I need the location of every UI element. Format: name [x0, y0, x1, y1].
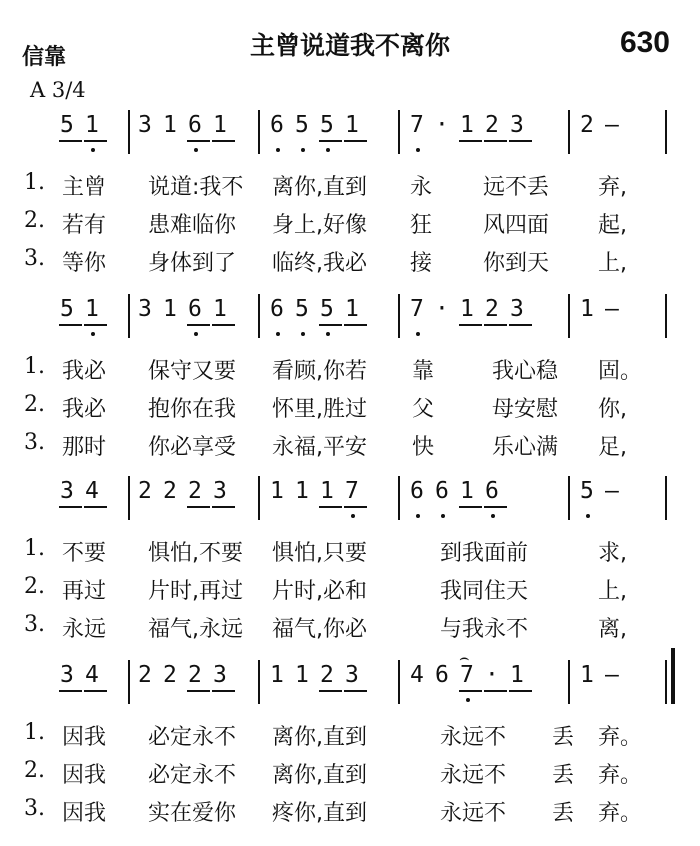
- note: 3: [138, 296, 152, 322]
- beam-underline: [187, 324, 210, 326]
- beam-underline: [59, 140, 82, 142]
- verse-number: 2.: [24, 392, 45, 417]
- note: 2: [138, 478, 152, 504]
- lyric-segment: 抱你在我: [148, 397, 237, 422]
- beam-underline: [59, 506, 82, 508]
- low-octave-dot: [301, 148, 305, 152]
- lyric-line-verse-3: [0, 796, 700, 836]
- beam-underline: [212, 690, 235, 692]
- lyric-line-verse-3: [0, 246, 700, 286]
- lyric-segment: 看顾,你若: [272, 359, 367, 384]
- beam-underline: [344, 324, 367, 326]
- note-row: [0, 478, 700, 530]
- note: 1: [320, 478, 334, 504]
- lyric-segment: 临终,我必: [272, 251, 367, 276]
- barline: [128, 294, 130, 338]
- verse-number: 2.: [24, 208, 45, 233]
- fermata-icon: ⌢: [459, 648, 470, 667]
- note: 2: [580, 112, 594, 138]
- barline: [258, 110, 260, 154]
- lyric-segment: 求,: [598, 541, 627, 566]
- barline: [398, 660, 400, 704]
- note: 3: [213, 662, 227, 688]
- note: 2: [163, 662, 177, 688]
- beam-underline: [187, 140, 210, 142]
- note-row: [0, 112, 700, 164]
- note: 4: [85, 662, 99, 688]
- note: 5: [295, 112, 309, 138]
- lyric-segment: 患难临你: [148, 213, 237, 238]
- lyric-line-verse-2: [0, 574, 700, 614]
- note: 3: [510, 296, 524, 322]
- lyric-segment: 丢: [552, 763, 575, 788]
- note: 5: [580, 478, 594, 504]
- note: 2: [163, 478, 177, 504]
- lyric-line-verse-3: [0, 612, 700, 652]
- barline: [665, 110, 667, 154]
- lyric-segment: 因我: [62, 763, 107, 788]
- lyric-segment: 保守又要: [148, 359, 237, 384]
- lyric-segment: 身体到了: [148, 251, 237, 276]
- barline: [398, 110, 400, 154]
- lyric-segment: 我必: [62, 359, 107, 384]
- barline: [398, 294, 400, 338]
- lyric-segment: 因我: [62, 801, 107, 826]
- lyric-segment: 主曾: [62, 175, 107, 200]
- note: 1: [85, 296, 99, 322]
- lyric-segment: 你到天: [483, 251, 550, 276]
- note: 1: [270, 662, 284, 688]
- note: 1: [460, 112, 474, 138]
- lyric-line-verse-2: [0, 758, 700, 798]
- beam-underline: [59, 690, 82, 692]
- note: 1: [213, 112, 227, 138]
- lyric-segment: 快: [412, 435, 435, 460]
- note: 1: [345, 112, 359, 138]
- lyric-segment: 实在爱你: [148, 801, 237, 826]
- barline: [128, 110, 130, 154]
- dot-note: ·: [435, 112, 449, 138]
- lyric-segment: 足,: [598, 435, 627, 460]
- note-row: [0, 296, 700, 348]
- dot-note: ·: [435, 296, 449, 322]
- note: 4: [85, 478, 99, 504]
- barline: [568, 294, 570, 338]
- low-octave-dot: [351, 514, 355, 518]
- barline: [128, 476, 130, 520]
- barline: [398, 476, 400, 520]
- lyric-segment: 丢: [552, 725, 575, 750]
- lyric-segment: 弃。: [598, 725, 643, 750]
- low-octave-dot: [416, 332, 420, 336]
- beam-underline: [459, 140, 482, 142]
- lyric-line-verse-2: [0, 392, 700, 432]
- dot-note: ·: [485, 662, 499, 688]
- note: 6: [410, 478, 424, 504]
- lyric-segment: 接: [410, 251, 433, 276]
- lyric-segment: 不要: [62, 541, 107, 566]
- lyric-segment: 永: [410, 175, 433, 200]
- beam-underline: [459, 506, 482, 508]
- note: 2: [138, 662, 152, 688]
- note: 1: [345, 296, 359, 322]
- beam-underline: [509, 690, 532, 692]
- lyric-segment: 永福,平安: [272, 435, 367, 460]
- beam-underline: [459, 690, 482, 692]
- low-octave-dot: [276, 332, 280, 336]
- note: 1: [460, 478, 474, 504]
- beam-underline: [319, 140, 342, 142]
- lyric-segment: 你必享受: [148, 435, 237, 460]
- verse-number: 3.: [24, 246, 45, 271]
- lyric-segment: 说道:我不: [148, 175, 244, 200]
- note: 5: [60, 112, 74, 138]
- note: 7: [410, 112, 424, 138]
- note: 2: [485, 296, 499, 322]
- verse-number: 3.: [24, 430, 45, 455]
- beam-underline: [484, 140, 507, 142]
- low-octave-dot: [301, 332, 305, 336]
- note: 5: [60, 296, 74, 322]
- note: 2: [188, 662, 202, 688]
- lyric-segment: 风四面: [483, 213, 550, 238]
- low-octave-dot: [194, 332, 198, 336]
- lyric-segment: 上,: [598, 251, 627, 276]
- final-barline: [671, 648, 675, 704]
- barline: [665, 294, 667, 338]
- key-time-signature: A 3/4: [30, 78, 86, 102]
- dash-note: —: [605, 296, 619, 322]
- hymn-number: 630: [619, 26, 670, 59]
- barline: [665, 476, 667, 520]
- verse-number: 1.: [24, 536, 45, 561]
- beam-underline: [59, 324, 82, 326]
- lyric-segment: 弃。: [598, 763, 643, 788]
- dash-note: —: [605, 112, 619, 138]
- lyric-segment: 必定永不: [148, 763, 237, 788]
- lyric-segment: 因我: [62, 725, 107, 750]
- category-label: 信靠: [22, 45, 67, 70]
- low-octave-dot: [194, 148, 198, 152]
- beam-underline: [187, 690, 210, 692]
- note: 6: [435, 662, 449, 688]
- note: 5: [320, 296, 334, 322]
- lyric-segment: 丢: [552, 801, 575, 826]
- verse-number: 3.: [24, 796, 45, 821]
- note: 3: [213, 478, 227, 504]
- low-octave-dot: [466, 698, 470, 702]
- beam-underline: [484, 324, 507, 326]
- lyric-line-verse-1: [0, 170, 700, 210]
- low-octave-dot: [491, 514, 495, 518]
- lyric-segment: 永远不: [440, 763, 507, 788]
- verse-number: 1.: [24, 354, 45, 379]
- barline: [665, 660, 667, 704]
- lyric-segment: 到我面前: [440, 541, 529, 566]
- note: 2: [320, 662, 334, 688]
- lyric-segment: 惧怕,只要: [272, 541, 367, 566]
- beam-underline: [84, 140, 107, 142]
- beam-underline: [212, 324, 235, 326]
- note: 7: [410, 296, 424, 322]
- lyric-segment: 离,: [598, 617, 627, 642]
- note: 3: [138, 112, 152, 138]
- lyric-segment: 离你,直到: [272, 725, 367, 750]
- lyric-segment: 若有: [62, 213, 107, 238]
- lyric-segment: 起,: [598, 213, 627, 238]
- low-octave-dot: [586, 514, 590, 518]
- dash-note: —: [605, 478, 619, 504]
- lyric-line-verse-2: [0, 208, 700, 248]
- beam-underline: [319, 506, 342, 508]
- beam-underline: [212, 506, 235, 508]
- beam-underline: [212, 140, 235, 142]
- lyric-segment: 弃,: [598, 175, 627, 200]
- beam-underline: [84, 506, 107, 508]
- lyric-segment: 再过: [62, 579, 107, 604]
- beam-underline: [344, 690, 367, 692]
- lyric-segment: 固。: [598, 359, 643, 384]
- lyric-segment: 你,: [598, 397, 627, 422]
- note: 6: [270, 296, 284, 322]
- note: 3: [60, 662, 74, 688]
- lyric-segment: 永远不: [440, 725, 507, 750]
- lyric-segment: 怀里,胜过: [272, 397, 367, 422]
- note: 1: [270, 478, 284, 504]
- beam-underline: [344, 140, 367, 142]
- note: 3: [345, 662, 359, 688]
- lyric-segment: 惧怕,不要: [148, 541, 243, 566]
- note: 7: [460, 662, 474, 688]
- lyric-segment: 必定永不: [148, 725, 237, 750]
- beam-underline: [509, 140, 532, 142]
- beam-underline: [344, 506, 367, 508]
- beam-underline: [84, 690, 107, 692]
- note: 1: [85, 112, 99, 138]
- note: 3: [60, 478, 74, 504]
- note: 1: [213, 296, 227, 322]
- low-octave-dot: [416, 514, 420, 518]
- lyric-segment: 母安慰: [492, 397, 559, 422]
- beam-underline: [319, 690, 342, 692]
- low-octave-dot: [416, 148, 420, 152]
- lyric-segment: 我心稳: [492, 359, 559, 384]
- lyric-segment: 疼你,直到: [272, 801, 367, 826]
- beam-underline: [459, 324, 482, 326]
- lyric-segment: 父: [412, 397, 435, 422]
- lyric-segment: 等你: [62, 251, 107, 276]
- lyric-line-verse-3: [0, 430, 700, 470]
- note: 1: [580, 662, 594, 688]
- note: 7: [345, 478, 359, 504]
- note: 5: [295, 296, 309, 322]
- lyric-segment: 永远: [62, 617, 107, 642]
- note: 1: [510, 662, 524, 688]
- lyric-segment: 靠: [412, 359, 435, 384]
- verse-number: 2.: [24, 574, 45, 599]
- verse-number: 3.: [24, 612, 45, 637]
- dash-note: —: [605, 662, 619, 688]
- low-octave-dot: [441, 514, 445, 518]
- low-octave-dot: [276, 148, 280, 152]
- lyric-segment: 那时: [62, 435, 107, 460]
- lyric-segment: 与我永不: [440, 617, 529, 642]
- lyric-segment: 上,: [598, 579, 627, 604]
- note: 5: [320, 112, 334, 138]
- beam-underline: [187, 506, 210, 508]
- beam-underline: [484, 690, 507, 692]
- note: 1: [460, 296, 474, 322]
- lyric-segment: 我同住天: [440, 579, 529, 604]
- lyric-segment: 片时,再过: [148, 579, 243, 604]
- lyric-line-verse-1: [0, 536, 700, 576]
- barline: [258, 476, 260, 520]
- verse-number: 1.: [24, 170, 45, 195]
- lyric-line-verse-1: [0, 354, 700, 394]
- low-octave-dot: [91, 332, 95, 336]
- note-row: [0, 648, 700, 714]
- note: 6: [188, 112, 202, 138]
- note: 2: [188, 478, 202, 504]
- note: 3: [510, 112, 524, 138]
- lyric-line-verse-1: [0, 720, 700, 760]
- barline: [258, 660, 260, 704]
- note: 1: [295, 662, 309, 688]
- barline: [568, 110, 570, 154]
- lyric-segment: 永远不: [440, 801, 507, 826]
- low-octave-dot: [326, 332, 330, 336]
- barline: [128, 660, 130, 704]
- note: 1: [163, 112, 177, 138]
- hymn-title: 主曾说道我不离你: [249, 31, 450, 60]
- low-octave-dot: [91, 148, 95, 152]
- beam-underline: [484, 506, 507, 508]
- lyric-segment: 远不丢: [483, 175, 550, 200]
- beam-underline: [509, 324, 532, 326]
- barline: [568, 660, 570, 704]
- note: 4: [410, 662, 424, 688]
- note: 1: [163, 296, 177, 322]
- note: 6: [485, 478, 499, 504]
- lyric-segment: 我必: [62, 397, 107, 422]
- note: 2: [485, 112, 499, 138]
- lyric-segment: 片时,必和: [272, 579, 367, 604]
- verse-number: 1.: [24, 720, 45, 745]
- lyric-segment: 狂: [410, 213, 433, 238]
- lyric-segment: 福气,永远: [148, 617, 243, 642]
- note: 6: [188, 296, 202, 322]
- note: 1: [295, 478, 309, 504]
- lyric-segment: 乐心满: [492, 435, 559, 460]
- barline: [568, 476, 570, 520]
- note: 1: [580, 296, 594, 322]
- lyric-segment: 身上,好像: [272, 213, 367, 238]
- barline: [258, 294, 260, 338]
- note: 6: [435, 478, 449, 504]
- verse-number: 2.: [24, 758, 45, 783]
- beam-underline: [319, 324, 342, 326]
- lyric-segment: 福气,你必: [272, 617, 367, 642]
- lyric-segment: 离你,直到: [272, 763, 367, 788]
- beam-underline: [84, 324, 107, 326]
- note: 6: [270, 112, 284, 138]
- lyric-segment: 弃。: [598, 801, 643, 826]
- low-octave-dot: [326, 148, 330, 152]
- lyric-segment: 离你,直到: [272, 175, 367, 200]
